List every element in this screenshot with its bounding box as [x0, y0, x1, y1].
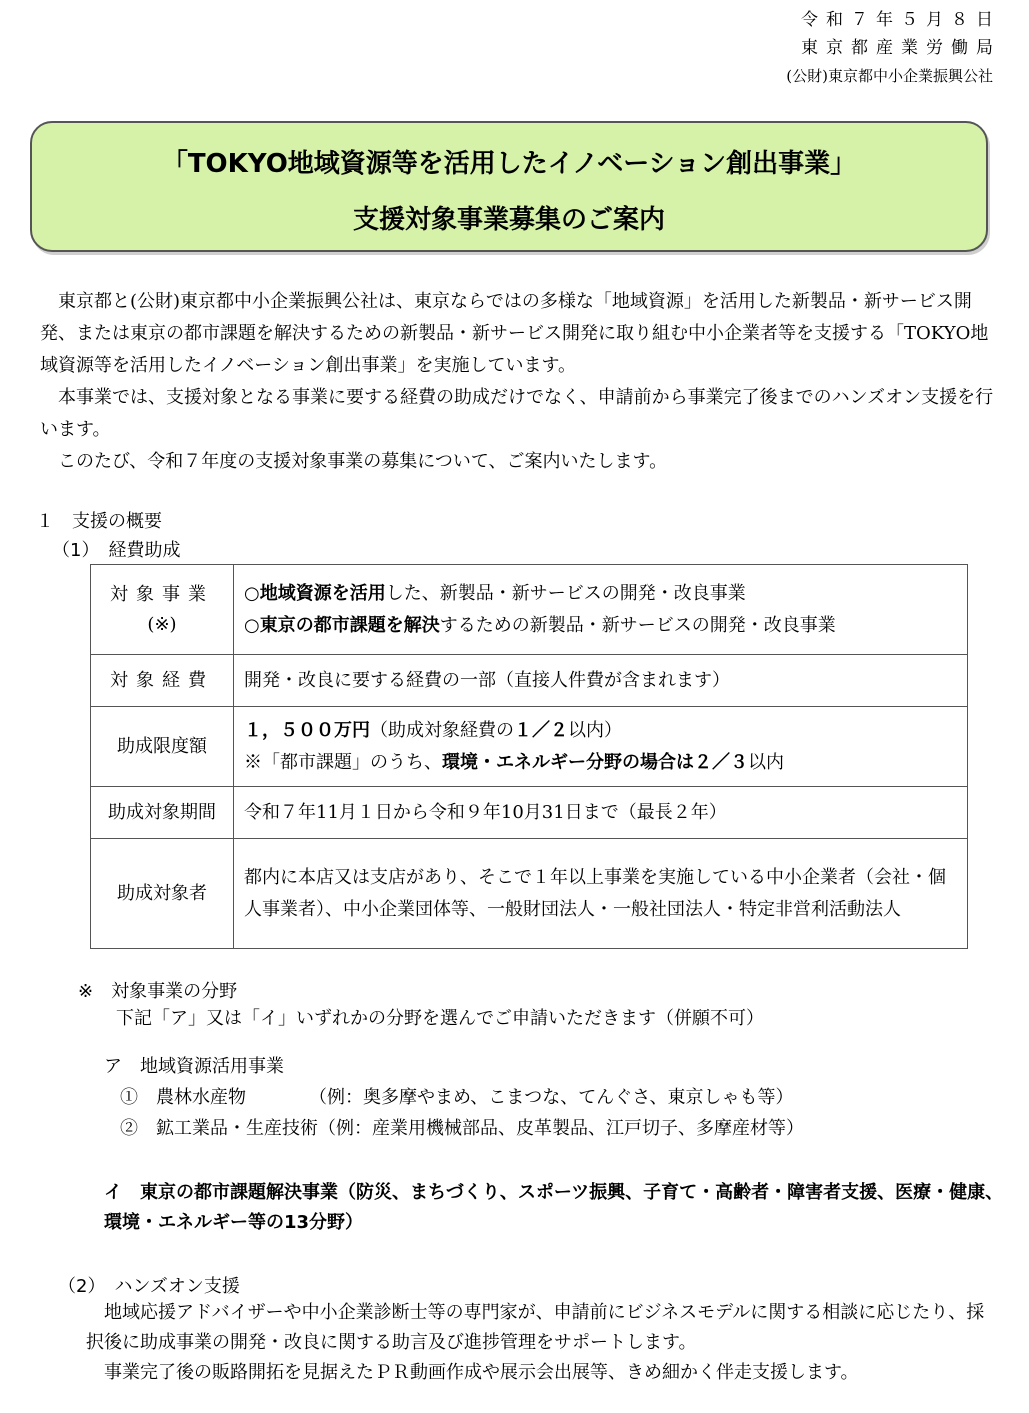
- page-subtitle: 支援対象事業募集のご案内: [352, 205, 665, 235]
- grant-limit-line-1: [244, 715, 957, 747]
- table-row: [91, 707, 968, 787]
- grant-limit-line-2: [244, 747, 957, 779]
- label-target-project: 対象事業: [110, 583, 214, 605]
- label-grant-limit: 助成限度額: [91, 707, 234, 787]
- issuer-corp: (公財)東京都中小企業振興公社: [786, 67, 993, 85]
- table-row: [91, 787, 968, 839]
- target-project-line-1: [244, 578, 957, 610]
- table-value-cell: [234, 565, 968, 655]
- grant-table: [90, 564, 968, 949]
- list-item: ② 鉱工業品・生産技術（例：産業用機械部品、皮革製品、江戸切子、多摩産材等）: [120, 1118, 804, 1139]
- plain-text: （助成対象経費の: [370, 719, 514, 741]
- table-label-cell: [91, 565, 234, 655]
- label-grant-period: 助成対象期間: [91, 787, 234, 839]
- section-2-paragraph: 地域応援アドバイザーや中小企業診断士等の専門家が、申請前にビジネスモデルに関する相談に応じたり、採択後に助成事業の開発・改良に関する助言及び進捗管理をサポートします。: [86, 1302, 985, 1353]
- plain-text: するための新製品・新サービスの開発・改良事業: [439, 614, 836, 636]
- intro-paragraph: 東京都と(公財)東京都中小企業振興公社は、東京ならではの多様な「地域資源」を活用した新製品・新サービス開発、または東京の都市課題を解決するための新製品・新サービス開発に取り組む中小企業者等を支援する「TOKYO地域資源等を活用したイノベーション創出事業」を実施しています。: [40, 291, 989, 376]
- bullet-circle: ○: [244, 614, 260, 636]
- section-2-paragraph: 事業完了後の販路開拓を見据えたＰＲ動画作成や展示会出展等、きめ細かく伴走支援します。: [86, 1362, 859, 1383]
- table-row: [91, 839, 968, 949]
- plain-text: 以内: [748, 751, 784, 773]
- emphasis-text: 環境・エネルギー分野の場合は２／３: [442, 751, 748, 773]
- intro-text: [40, 286, 1000, 478]
- emphasis-text: 東京の都市課題を解決: [259, 614, 440, 636]
- plain-text: ※「都市課題」のうち、: [244, 751, 442, 773]
- label-eligible-applicants: 助成対象者: [91, 839, 234, 949]
- table-value-cell: [234, 707, 968, 787]
- table-row: [91, 655, 968, 707]
- section-2-body: [86, 1298, 1001, 1388]
- plain-text: 以内）: [568, 719, 622, 741]
- emphasis-text: １，５００万円: [244, 719, 370, 741]
- intro-paragraph: 本事業では、支援対象となる事業に要する経費の助成だけでなく、申請前から事業完了後までのハンズオン支援を行います。: [40, 387, 994, 440]
- intro-paragraph: このたび、令和７年度の支援対象事業の募集について、ご案内いたします。: [58, 451, 668, 472]
- eligible-applicants-value: 都内に本店又は支店があり、そこで１年以上事業を実施している中小企業者（会社・個人事業者）、中小企業団体等、一般財団法人・一般社団法人・特定非営利活動法人: [234, 839, 968, 949]
- emphasis-text: 地域資源を活用: [259, 582, 386, 604]
- grant-period-value: 令和７年11月１日から令和９年10月31日まで（最長２年）: [234, 787, 968, 839]
- plain-text: した、新製品・新サービスの開発・改良事業: [385, 582, 746, 604]
- section-1-heading: １ 支援の概要: [36, 511, 162, 532]
- document-header: [786, 6, 1001, 90]
- section-1-1-heading: （1） 経費助成: [52, 540, 181, 561]
- issuer-bureau: 東京都産業労働局: [801, 38, 1001, 58]
- page-title: 「TOKYO地域資源等を活用したイノベーション創出事業」: [161, 149, 857, 179]
- table-row: [91, 565, 968, 655]
- title-banner: [30, 121, 988, 252]
- field-i-heading: イ 東京の都市課題解決事業（防災、まちづくり、スポーツ振興、子育て・高齢者・障害者支援、医療・健康、環境・エネルギー等の13分野）: [104, 1182, 1004, 1233]
- field-a-heading: ア 地域資源活用事業: [104, 1056, 284, 1077]
- emphasis-text: １／２: [514, 719, 568, 741]
- list-item: ① 農林水産物 （例：奥多摩やまめ、こまつな、てんぐさ、東京しゃも等）: [120, 1087, 794, 1108]
- fields-note: 下記「ア」又は「イ」いずれかの分野を選んでご申請いただきます（併願不可）: [116, 1008, 764, 1029]
- issue-date: 令和７年５月８日: [801, 10, 1001, 30]
- target-project-line-2: [244, 610, 957, 642]
- target-expenses-value: 開発・改良に要する経費の一部（直接人件費が含まれます）: [234, 655, 968, 707]
- label-target-expenses: 対象経費: [91, 655, 234, 707]
- section-2-heading: （2） ハンズオン支援: [58, 1276, 240, 1297]
- label-note: (※): [147, 613, 177, 635]
- fields-heading: ※ 対象事業の分野: [78, 981, 238, 1002]
- bullet-circle: ○: [244, 582, 260, 604]
